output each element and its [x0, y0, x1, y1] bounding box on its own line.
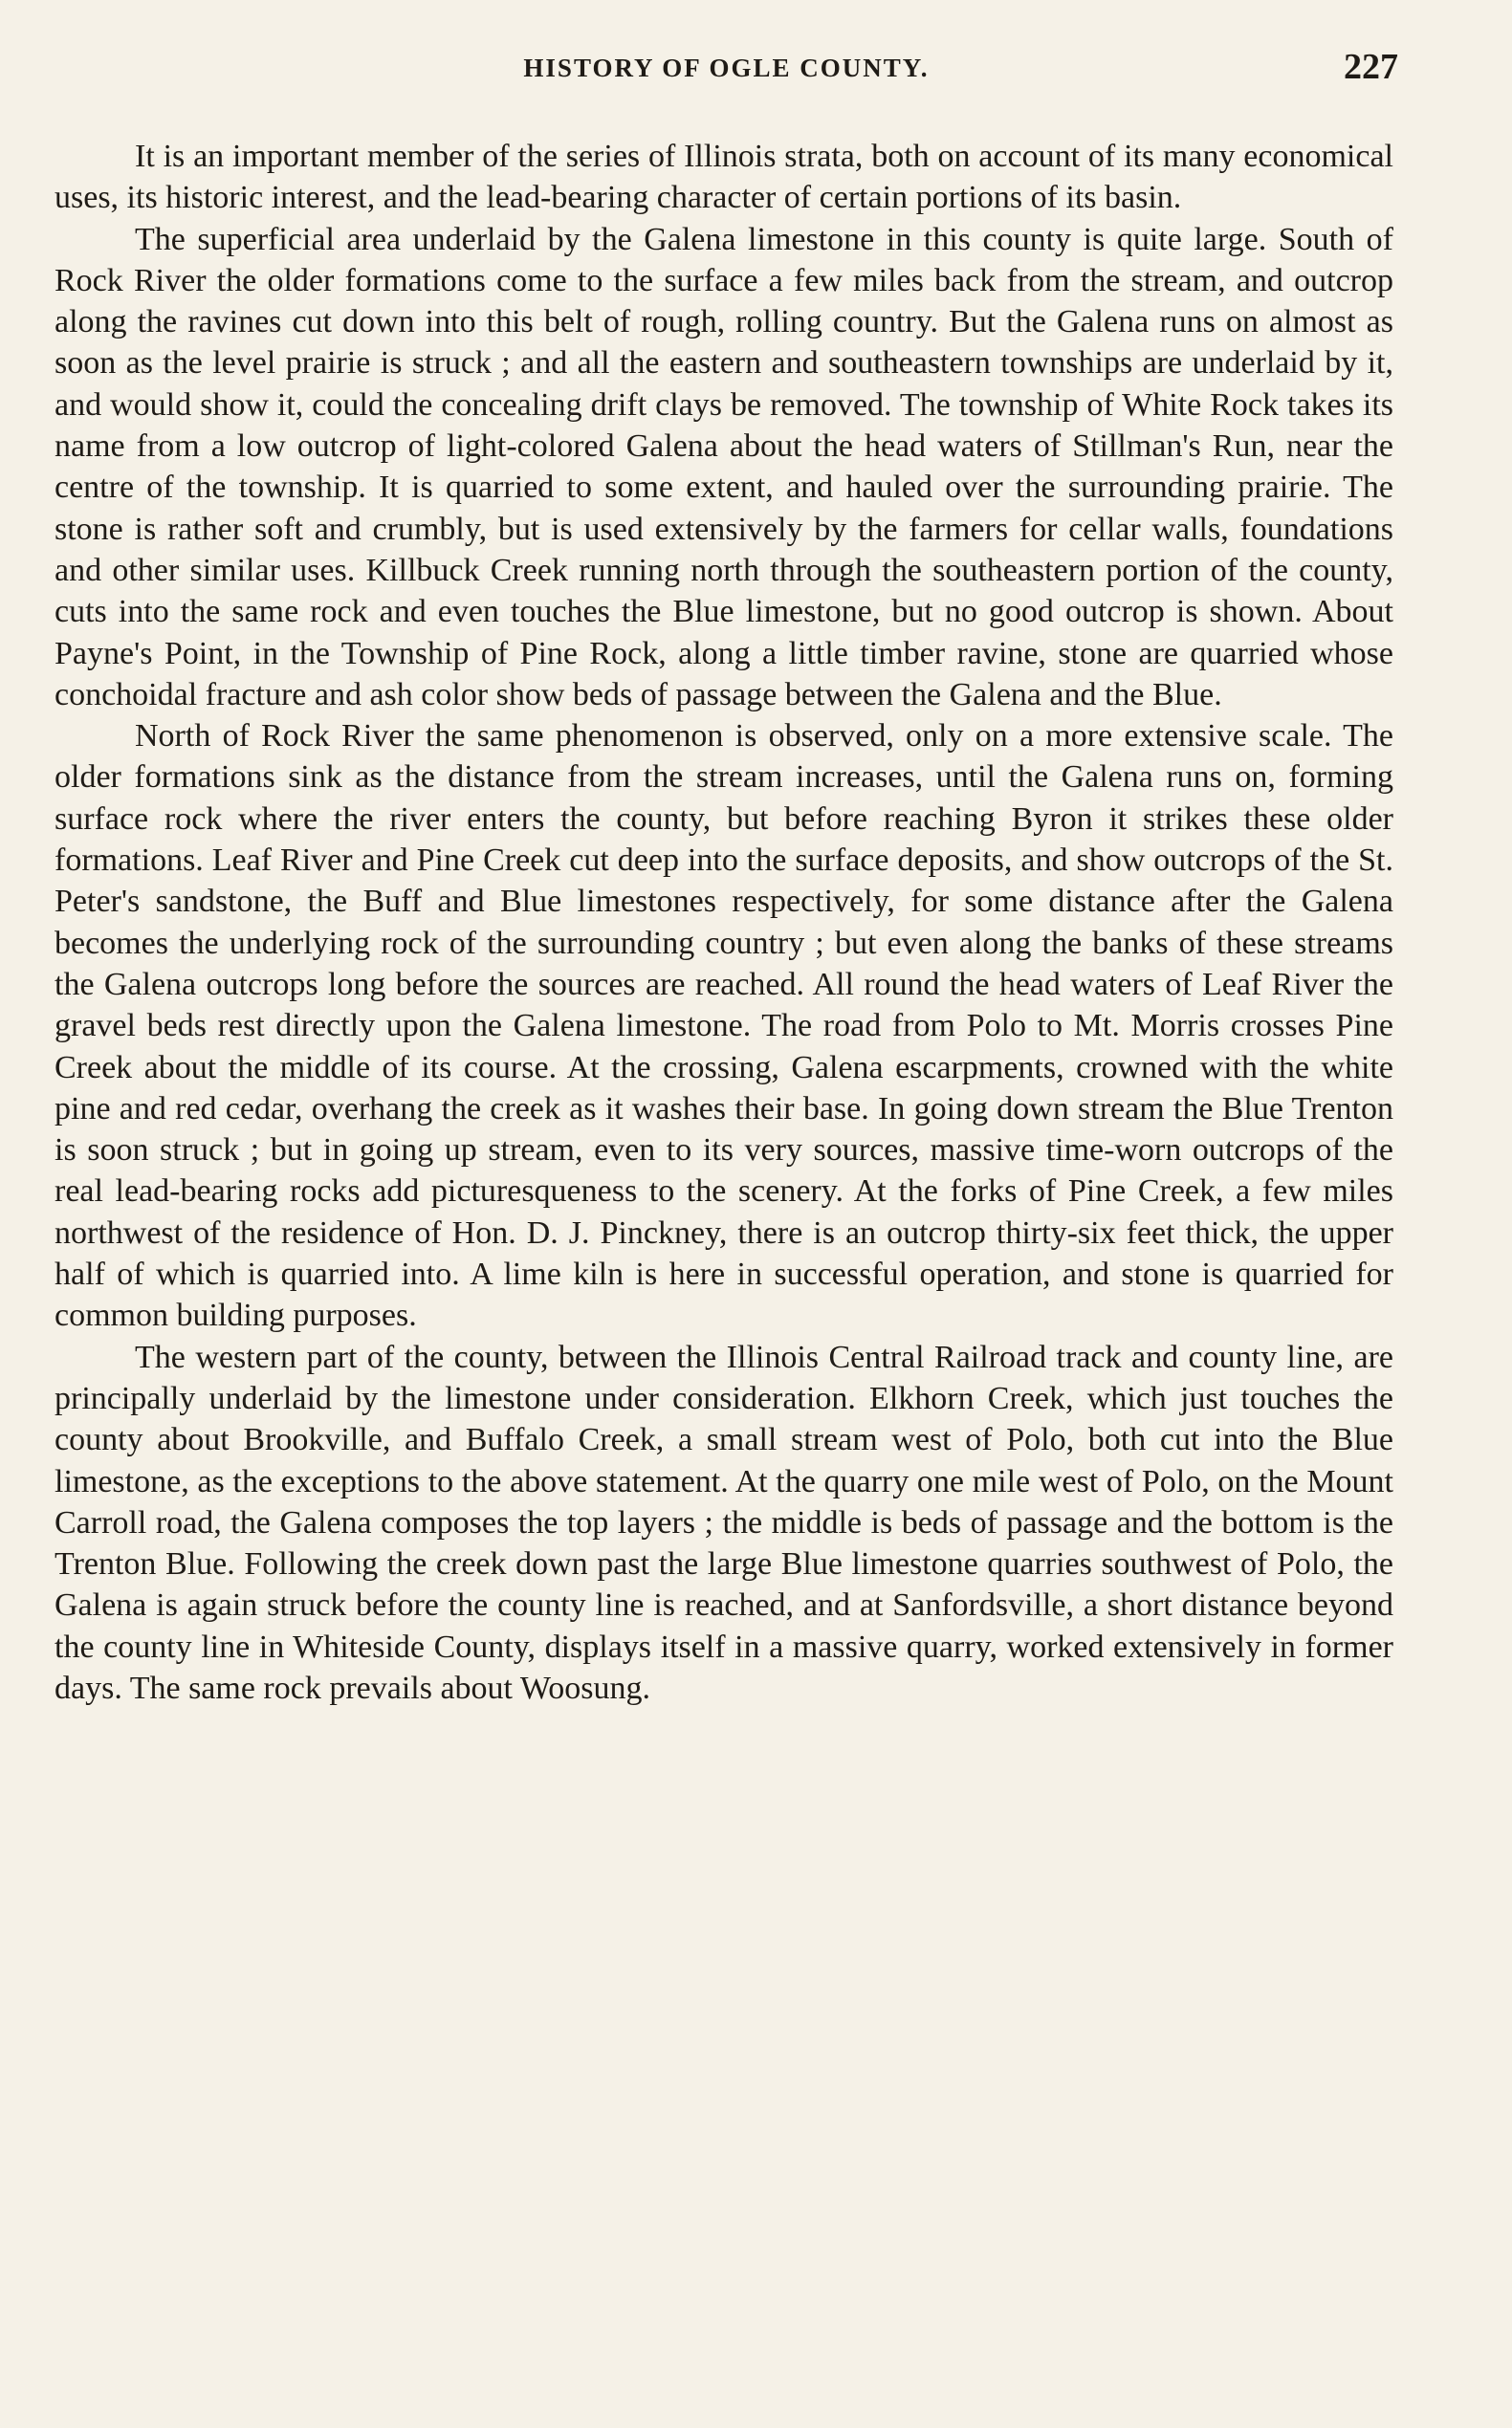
- paragraph-3: North of Rock River the same phenomenon is observed, only on a more extensive scale. The older formations sink as the distance from the stream increases, until the Galena runs on, forming surface rock where the river enters the county, but before reaching Byron it strikes these older formations. Leaf River and Pine Creek cut deep into the surface deposits, and show outcrops of the St. Peter's sandstone, the Buff and Blue limestones respectively, for some distance after the Galena becomes the underlying rock of the surrounding country ; but even along the banks of these streams the Galena outcrops long before the sources are reached. All round the head waters of Leaf River the gravel beds rest directly upon the Galena limestone. The road from Polo to Mt. Morris crosses Pine Creek about the middle of its course. At the crossing, Galena escarpments, crowned with the white pine and red cedar, overhang the creek as it washes their base. In going down stream the Blue Trenton is soon struck ; but in going up stream, even to its very sources, massive time-worn outcrops of the real lead-bearing rocks add picturesqueness to the scenery. At the forks of Pine Creek, a few miles northwest of the residence of Hon. D. J. Pinckney, there is an outcrop thirty-six feet thick, the upper half of which is quarried into. A lime kiln is here in successful operation, and stone is quarried for common building purposes.: [55, 718, 1393, 1334]
- running-head: HISTORY OF OGLE COUNTY.: [523, 54, 930, 82]
- paragraph-2: The superficial area underlaid by the Galena limestone in this county is quite large. South of Rock River the older formations come to the surface a few miles back from the stream, and outcrop along the ravines cut down into this belt of rough, rolling country. But the Galena runs on almost as soon as the level prairie is struck ; and all the eastern and southeastern townships are underlaid by it, and would show it, could the concealing drift clays be removed. The township of White Rock takes its name from a low outcrop of light-colored Galena about the head waters of Stillman's Run, near the centre of the township. It is quarried to some extent, and hauled over the surrounding prairie. The stone is rather soft and crumbly, but is used extensively by the farmers for cellar walls, foundations and other similar uses. Killbuck Creek running north through the southeastern portion of the county, cuts into the same rock and even touches the Blue limestone, but no good outcrop is shown. About Payne's Point, in the Township of Pine Rock, along a little timber ravine, stone are quarried whose conchoidal fracture and ash color show beds of passage between the Galena and the Blue.: [55, 221, 1393, 712]
- body-text: [55, 136, 1393, 1709]
- paragraph-4: The western part of the county, between the Illinois Central Railroad track and county line, are principally underlaid by the limestone under consideration. Elkhorn Creek, which just touches the county about Brookville, and Buffalo Creek, a small stream west of Polo, both cut into the Blue limestone, as the exceptions to the above statement. At the quarry one mile west of Polo, on the Mount Carroll road, the Galena composes the top layers ; the middle is beds of passage and the bottom is the Trenton Blue. Following the creek down past the large Blue limestone quarries southwest of Polo, the Galena is again struck before the county line is reached, and at Sanfordsville, a short distance beyond the county line in Whiteside County, displays itself in a massive quarry, worked extensively in former days. The same rock prevails about Woosung.: [55, 1339, 1393, 1706]
- page-header: [55, 48, 1398, 105]
- paragraph-1: It is an important member of the series of Illinois strata, both on account of its many economical uses, its historic interest, and the lead-bearing character of certain portions of its basin.: [55, 139, 1393, 216]
- page-number: 227: [1344, 47, 1398, 87]
